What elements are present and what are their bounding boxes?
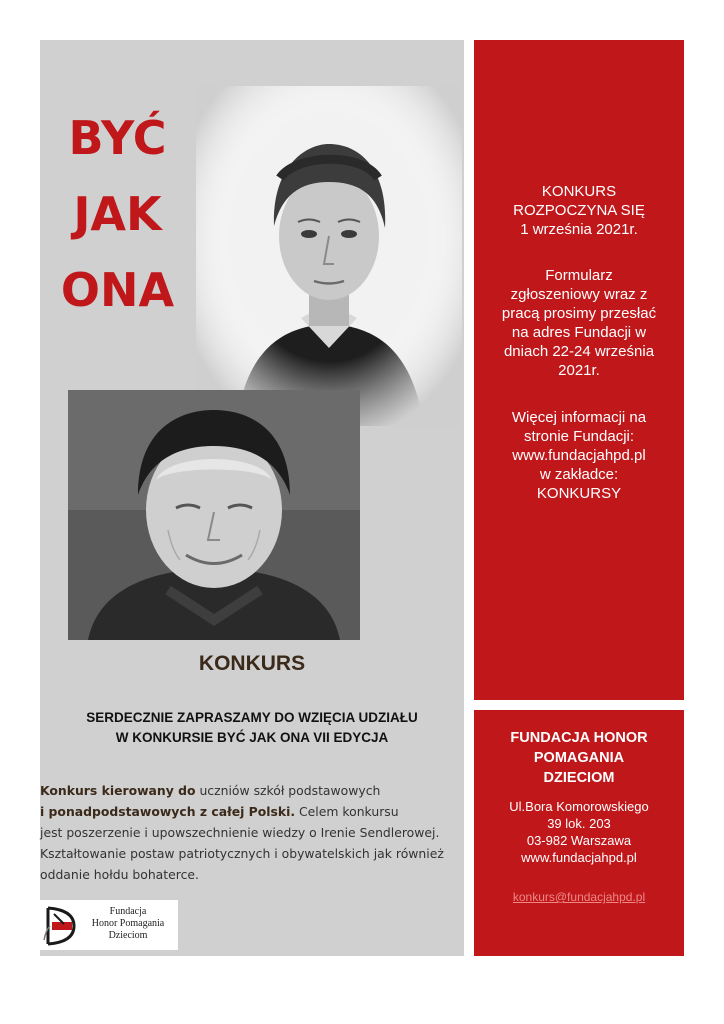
more-info	[474, 408, 684, 503]
foundation-name-line-2: POMAGANIA	[533, 750, 625, 766]
info-line-1: Więcej informacji na	[511, 409, 647, 426]
form-line-3: pracą prosimy przesłać	[501, 305, 657, 322]
start-date-info	[474, 182, 684, 239]
title-line-1: BYĆ	[68, 111, 167, 165]
description-bold-2: i ponadpodstawowych z całej Polski.	[40, 804, 296, 819]
logo-line-1: Fundacja	[109, 906, 147, 917]
start-line-3: 1 września 2021r.	[520, 221, 638, 238]
section-heading: KONKURS	[198, 652, 306, 675]
description-line-2	[40, 801, 462, 822]
invitation-line-1: SERDECZNIE ZAPRASZAMY DO WZIĘCIA UDZIAŁU	[86, 710, 418, 725]
address-line-2: 39 lok. 203	[547, 816, 611, 831]
title-line-2: JAK	[73, 187, 162, 241]
address-line-1: Ul.Bora Komorowskiego	[509, 799, 649, 814]
description-text-2: Celem konkursu	[299, 804, 399, 819]
form-line-4: na adres Fundacji w	[511, 324, 647, 341]
start-line-2: ROZPOCZYNA SIĘ	[513, 202, 645, 219]
portrait-young-photo	[196, 86, 462, 426]
logo-line-3: Dzieciom	[108, 930, 148, 941]
invitation-text	[40, 708, 464, 748]
description-line-3: jest poszerzenie i upowszechnienie wiedzy o Irenie Sendlerowej.	[40, 825, 440, 840]
info-line-4: w zakładce:	[539, 466, 619, 483]
foundation-address	[474, 798, 684, 866]
form-line-5: dniach 22-24 września	[503, 343, 655, 360]
description-line-5: oddanie hołdu bohaterce.	[40, 867, 199, 882]
foundation-name-line-1: FUNDACJA HONOR	[510, 730, 648, 746]
foundation-logo	[40, 900, 178, 950]
description-line-4: Kształtowanie postaw patriotycznych i obywatelskich jak również	[40, 846, 444, 861]
form-line-6: 2021r.	[558, 362, 600, 379]
description-bold-1: Konkurs kierowany do	[40, 783, 196, 798]
invitation-line-2: W KONKURSIE BYĆ JAK ONA VII EDYCJA	[115, 730, 389, 745]
form-line-1: Formularz	[545, 267, 613, 284]
form-submission-info	[474, 266, 684, 380]
foundation-name-line-3: DZIECIOM	[543, 770, 615, 786]
address-line-3: 03-982 Warszawa	[526, 833, 632, 848]
portrait-elderly-illustration	[68, 390, 360, 640]
portrait-young-illustration	[196, 86, 462, 426]
poster-title	[50, 100, 185, 328]
description-line-1	[40, 780, 462, 801]
info-line-5: KONKURSY	[536, 485, 622, 502]
logo-line-2: Honor Pomagania	[91, 918, 165, 929]
foundation-name	[474, 728, 684, 788]
contact-email-link[interactable]: konkurs@fundacjahpd.pl	[512, 890, 646, 904]
foundation-logo-icon	[40, 900, 82, 950]
address-website: www.fundacjahpd.pl	[521, 850, 637, 865]
contest-description	[40, 780, 462, 885]
portrait-elderly-photo	[68, 390, 360, 640]
title-line-3: ONA	[60, 263, 175, 317]
info-line-3: www.fundacjahpd.pl	[512, 447, 646, 464]
foundation-logo-text	[82, 906, 174, 942]
form-line-2: zgłoszeniowy wraz z	[510, 286, 648, 303]
description-text-1: uczniów szkół podstawowych	[199, 783, 381, 798]
start-line-1: KONKURS	[541, 183, 617, 200]
info-line-2: stronie Fundacji:	[523, 428, 635, 445]
